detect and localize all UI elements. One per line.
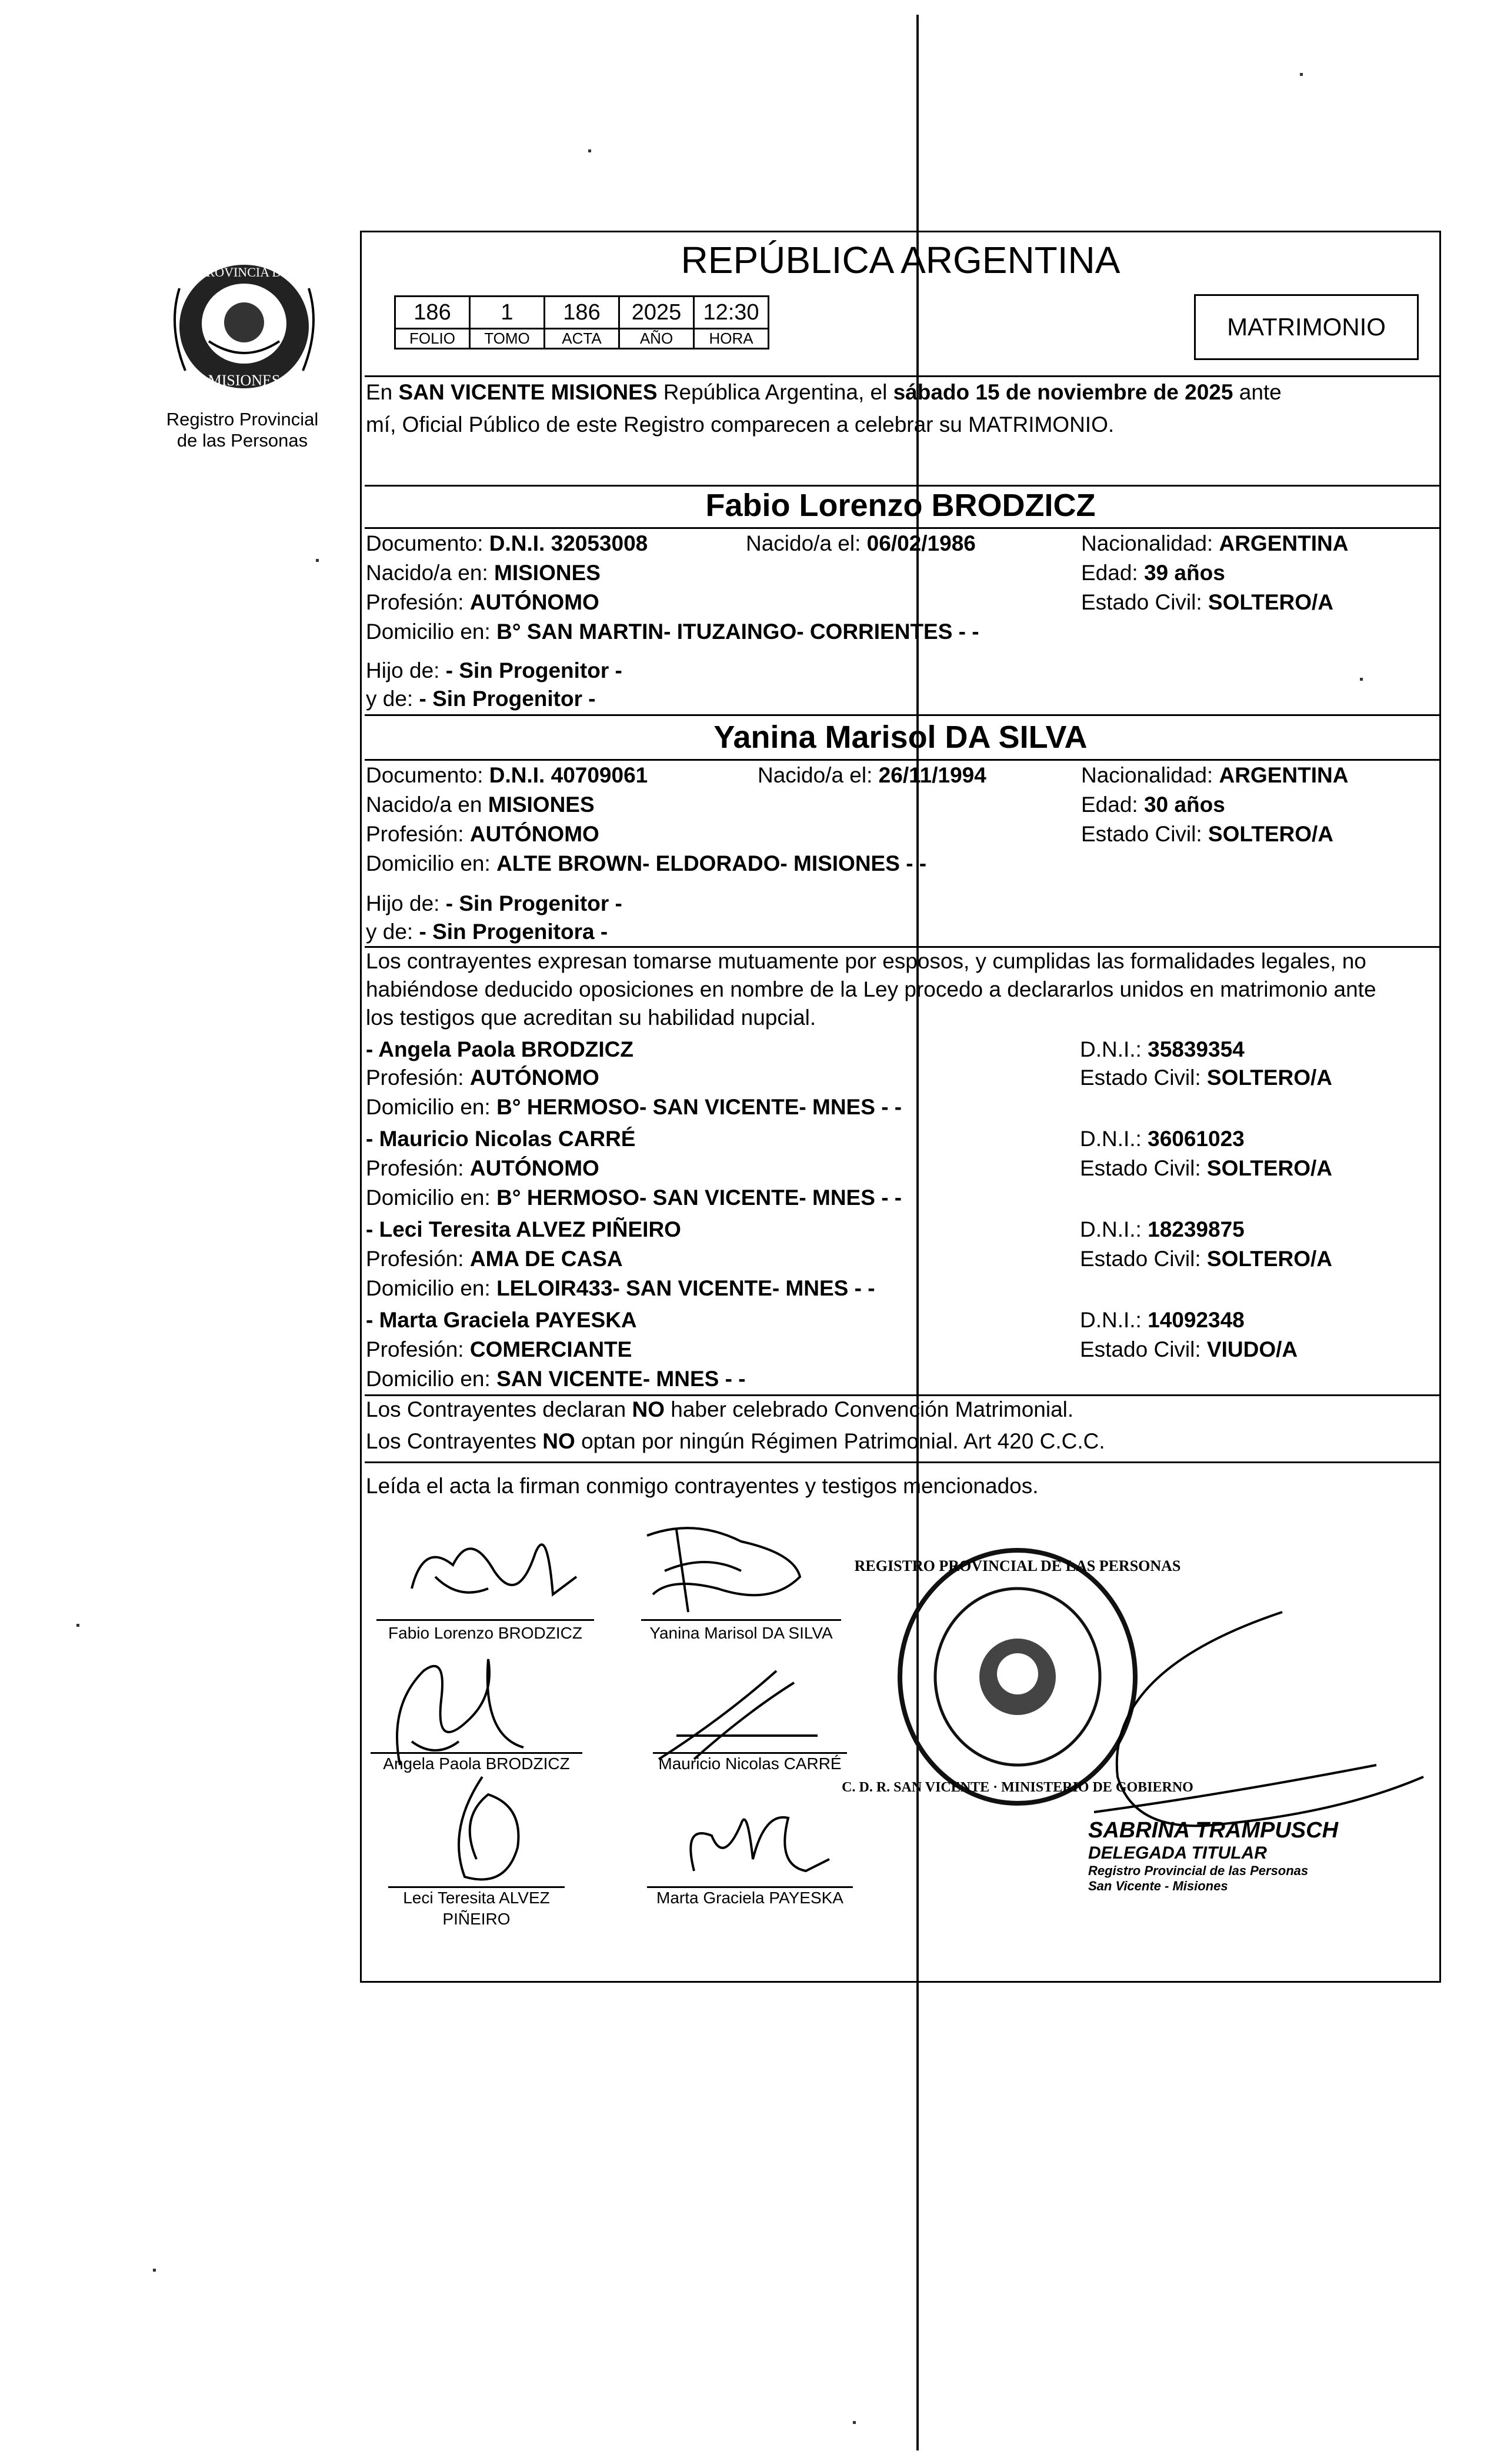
spouse1-address: Domicilio en: B° SAN MARTIN- ITUZAINGO- CORRIENTES - - xyxy=(366,620,979,644)
hora-label: HORA xyxy=(694,329,769,349)
witness-profession: Profesión: AUTÓNOMO xyxy=(366,1065,599,1090)
spouse2-nationality: Nacionalidad: ARGENTINA xyxy=(1081,763,1349,787)
spouse1-nationality: Nacionalidad: ARGENTINA xyxy=(1081,531,1349,555)
witness-name: - Angela Paola BRODZICZ xyxy=(366,1037,634,1061)
witness-address: Domicilio en: LELOIR433- SAN VICENTE- MNES - - xyxy=(366,1276,875,1300)
officer-title: DELEGADA TITULAR xyxy=(1088,1843,1267,1863)
spouse2-age: Edad: 30 años xyxy=(1081,793,1225,817)
divider xyxy=(365,714,1441,716)
seal-ring-top: REGISTRO PROVINCIAL DE LAS PERSONAS xyxy=(854,1557,1181,1574)
spouse1-doc: Documento: D.N.I. 32053008 xyxy=(366,531,648,555)
provincial-emblem-icon xyxy=(168,253,321,400)
scan-speck xyxy=(588,149,591,152)
witness-civil-status: Estado Civil: VIUDO/A xyxy=(1080,1337,1298,1361)
spouse1-born-in: Nacido/a en: MISIONES xyxy=(366,561,601,585)
tomo-value: 1 xyxy=(470,297,545,329)
scan-speck xyxy=(316,559,319,562)
witness-profession: Profesión: COMERCIANTE xyxy=(366,1337,632,1361)
signature-name-5a: Leci Teresita ALVEZ xyxy=(403,1889,550,1907)
witness-profession: Profesión: AUTÓNOMO xyxy=(366,1156,599,1180)
signature-name-2: Yanina Marisol DA SILVA xyxy=(649,1624,833,1642)
scan-speck xyxy=(1360,678,1363,681)
witness-civil-status: Estado Civil: SOLTERO/A xyxy=(1080,1247,1333,1271)
agreement-convention: Los Contrayentes declaran NO haber celebrado Convención Matrimonial. xyxy=(366,1397,1074,1421)
signature-line xyxy=(376,1619,594,1621)
logo-text-top: PROVINCIA DE xyxy=(199,265,289,279)
divider xyxy=(365,1461,1441,1463)
spouse2-born-in: Nacido/a en MISIONES xyxy=(366,793,595,817)
officer-office: Registro Provincial de las Personas xyxy=(1088,1863,1309,1878)
folio-value: 186 xyxy=(395,297,470,329)
witness-name: - Leci Teresita ALVEZ PIÑEIRO xyxy=(366,1217,681,1241)
divider xyxy=(365,759,1441,761)
spouse2-parent2: y de: - Sin Progenitora - xyxy=(366,920,608,944)
witness-dni: D.N.I.: 35839354 xyxy=(1080,1037,1245,1061)
spouse1-age: Edad: 39 años xyxy=(1081,561,1225,585)
spouse1-profession: Profesión: AUTÓNOMO xyxy=(366,590,599,614)
divider xyxy=(365,1394,1441,1396)
spouse1-parent2: y de: - Sin Progenitor - xyxy=(366,687,596,711)
witness-dni: D.N.I.: 14092348 xyxy=(1080,1308,1245,1332)
country-title: REPÚBLICA ARGENTINA xyxy=(681,239,1121,281)
signature-name-6: Marta Graciela PAYESKA xyxy=(656,1889,843,1907)
hora-value: 12:30 xyxy=(694,297,769,329)
officer-stamp xyxy=(1088,1818,1338,1894)
spouse2-civil-status: Estado Civil: SOLTERO/A xyxy=(1081,822,1334,846)
witness-civil-status: Estado Civil: SOLTERO/A xyxy=(1080,1065,1333,1090)
signature-marta xyxy=(676,1800,841,1889)
spouse1-civil-status: Estado Civil: SOLTERO/A xyxy=(1081,590,1334,614)
ano-label: AÑO xyxy=(619,329,694,349)
acta-value: 186 xyxy=(545,297,619,329)
scan-speck xyxy=(153,2269,156,2272)
declaration-line-3: los testigos que acreditan su habilidad nupcial. xyxy=(366,1005,816,1030)
spouse2-profession: Profesión: AUTÓNOMO xyxy=(366,822,599,846)
signature-name-1: Fabio Lorenzo BRODZICZ xyxy=(388,1624,582,1642)
witness-address: Domicilio en: B° HERMOSO- SAN VICENTE- MNES - - xyxy=(366,1186,902,1210)
spouse1-name: Fabio Lorenzo BRODZICZ xyxy=(705,488,1096,523)
registry-name: Registro Provincial de las Personas xyxy=(166,409,319,451)
spouse2-name: Yanina Marisol DA SILVA xyxy=(713,720,1088,755)
intro-line-2: mí, Oficial Público de este Registro comparecen a celebrar su MATRIMONIO. xyxy=(366,412,1115,437)
closing-text: Leída el acta la firman conmigo contrayentes y testigos mencionados. xyxy=(366,1474,1039,1498)
record-table xyxy=(394,295,769,349)
divider xyxy=(365,946,1441,948)
seal-ring-bottom: C. D. R. SAN VICENTE · MINISTERIO DE GOBIERNO xyxy=(842,1780,1193,1795)
act-type-box: MATRIMONIO xyxy=(1194,294,1419,360)
signature-name-5b: PIÑEIRO xyxy=(442,1910,511,1928)
spouse1-birth: Nacido/a el: 06/02/1986 xyxy=(746,531,976,555)
scan-speck xyxy=(76,1624,79,1627)
spouse2-address: Domicilio en: ALTE BROWN- ELDORADO- MISIONES - - xyxy=(366,851,927,875)
signature-line xyxy=(371,1752,582,1754)
witness-name: - Marta Graciela PAYESKA xyxy=(366,1308,637,1332)
signature-yanina xyxy=(623,1518,823,1618)
scan-speck xyxy=(853,2421,856,2424)
officer-place: San Vicente - Misiones xyxy=(1088,1879,1228,1893)
spouse2-birth: Nacido/a el: 26/11/1994 xyxy=(758,763,986,787)
witness-dni: D.N.I.: 18239875 xyxy=(1080,1217,1245,1241)
signature-leci xyxy=(412,1771,565,1889)
divider xyxy=(365,375,1441,377)
officer-name: SABRINA TRAMPUSCH xyxy=(1088,1818,1339,1843)
signature-line xyxy=(647,1886,853,1888)
scan-speck xyxy=(1300,73,1303,76)
spouse2-parent1: Hijo de: - Sin Progenitor - xyxy=(366,891,622,915)
signature-name-4: Mauricio Nicolas CARRÉ xyxy=(658,1754,842,1773)
witness-civil-status: Estado Civil: SOLTERO/A xyxy=(1080,1156,1333,1180)
divider xyxy=(365,527,1441,529)
witness-address: Domicilio en: SAN VICENTE- MNES - - xyxy=(366,1367,746,1391)
ano-value: 2025 xyxy=(619,297,694,329)
intro-line-1: En SAN VICENTE MISIONES República Argentina, el sábado 15 de noviembre de 2025 ante xyxy=(366,380,1282,404)
spouse1-parent1: Hijo de: - Sin Progenitor - xyxy=(366,658,622,682)
signature-line xyxy=(653,1752,847,1754)
logo-text-bottom: MISIONES xyxy=(208,372,281,389)
tomo-label: TOMO xyxy=(470,329,545,349)
signature-name-3: Angela Paola BRODZICZ xyxy=(383,1754,570,1773)
divider xyxy=(365,485,1441,487)
declaration-line-1: Los contrayentes expresan tomarse mutuamente por esposos, y cumplidas las formalidades legales, no xyxy=(366,949,1366,973)
signature-line xyxy=(641,1619,841,1621)
agreement-regime: Los Contrayentes NO optan por ningún Régimen Patrimonial. Art 420 C.C.C. xyxy=(366,1429,1105,1453)
declaration-line-2: habiéndose deducido oposiciones en nombre de la Ley procedo a declararlos unidos en matrimonio ante xyxy=(366,977,1376,1001)
signature-fabio xyxy=(400,1518,600,1618)
witness-profession: Profesión: AMA DE CASA xyxy=(366,1247,623,1271)
signature-line xyxy=(388,1886,565,1888)
folio-label: FOLIO xyxy=(395,329,470,349)
witness-dni: D.N.I.: 36061023 xyxy=(1080,1127,1245,1151)
witness-name: - Mauricio Nicolas CARRÉ xyxy=(366,1127,636,1151)
witness-address: Domicilio en: B° HERMOSO- SAN VICENTE- MNES - - xyxy=(366,1095,902,1119)
acta-label: ACTA xyxy=(545,329,619,349)
spouse2-doc: Documento: D.N.I. 40709061 xyxy=(366,763,648,787)
